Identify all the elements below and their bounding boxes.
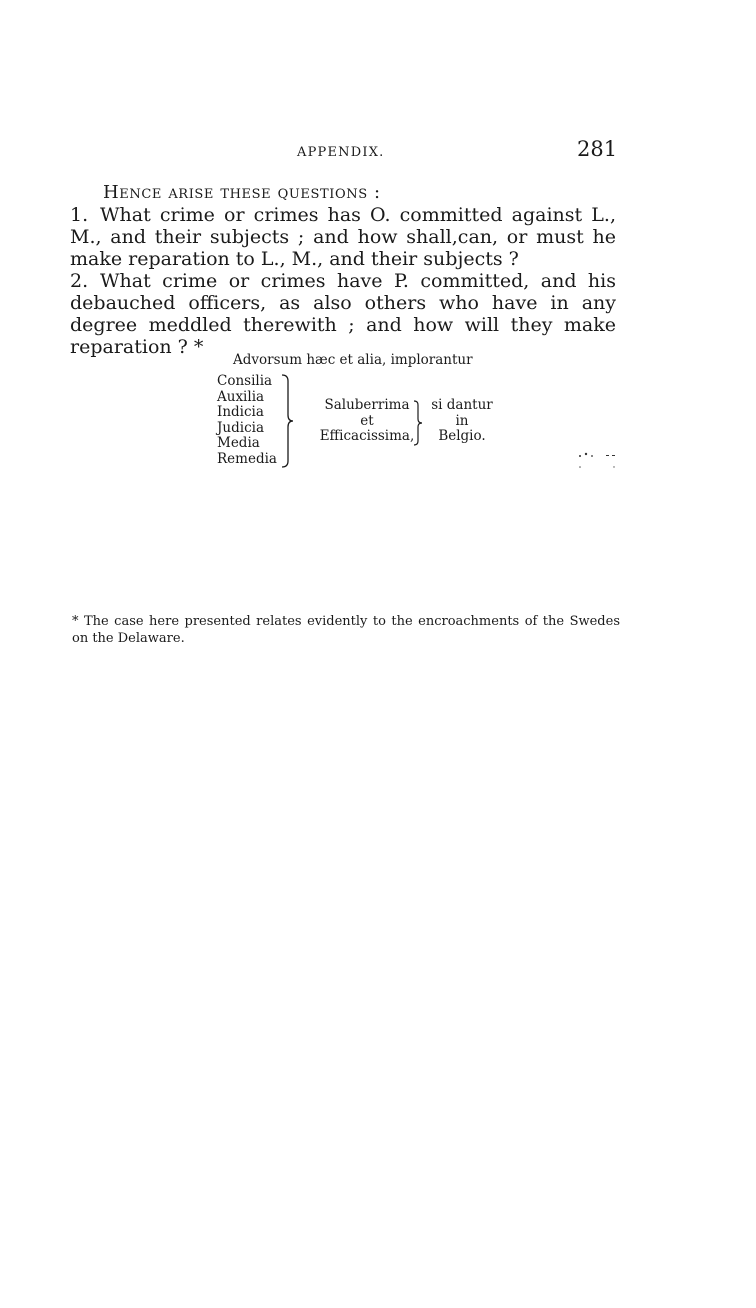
latin-item: Remedia: [217, 450, 277, 467]
latin-middle-item: Saluberrima: [324, 397, 410, 413]
section-heading: Hence arise these questions :: [103, 182, 381, 203]
question-2-number: 2.: [70, 270, 89, 292]
latin-intro: Advorsum hæc et alia, implorantur: [233, 352, 473, 368]
latin-middle-list: [312, 398, 422, 445]
latin-middle-item: et: [360, 412, 374, 429]
question-1-number: 1.: [70, 204, 89, 226]
header-title: APPENDIX.: [297, 145, 385, 160]
large-brace: [280, 373, 294, 469]
question-1-text: What crime or crimes has O. committed against L., M., and their subjects ; and how shall,can, or must he make reparation to L., M., and their subjects ?: [70, 204, 616, 270]
question-1: [70, 204, 616, 270]
footnote: * The case here presented relates evidently to the encroachments of the Swedes on the Delaware.: [72, 614, 620, 646]
small-brace: [412, 399, 424, 447]
latin-item: Auxilia: [217, 388, 265, 405]
question-2-text: What crime or crimes have P. committed, and his debauched officers, as also others who have in any degree meddled therewith ; and how will they make reparation ? *: [70, 270, 616, 358]
latin-item: Media: [217, 435, 260, 451]
latin-middle-item: Efficacissima,: [319, 428, 415, 444]
print-specks: [572, 450, 622, 472]
latin-item: Indicia: [217, 404, 264, 420]
latin-item: Consilia: [217, 373, 273, 389]
latin-right-item: Belgio.: [438, 428, 486, 444]
latin-item: Judicia: [217, 419, 264, 436]
page-number: 281: [577, 137, 618, 161]
latin-right-item: si dantur: [431, 397, 493, 413]
latin-left-list: [217, 374, 277, 467]
latin-right-item: in: [455, 412, 469, 429]
latin-right-list: [426, 398, 498, 445]
question-2: [70, 270, 616, 358]
